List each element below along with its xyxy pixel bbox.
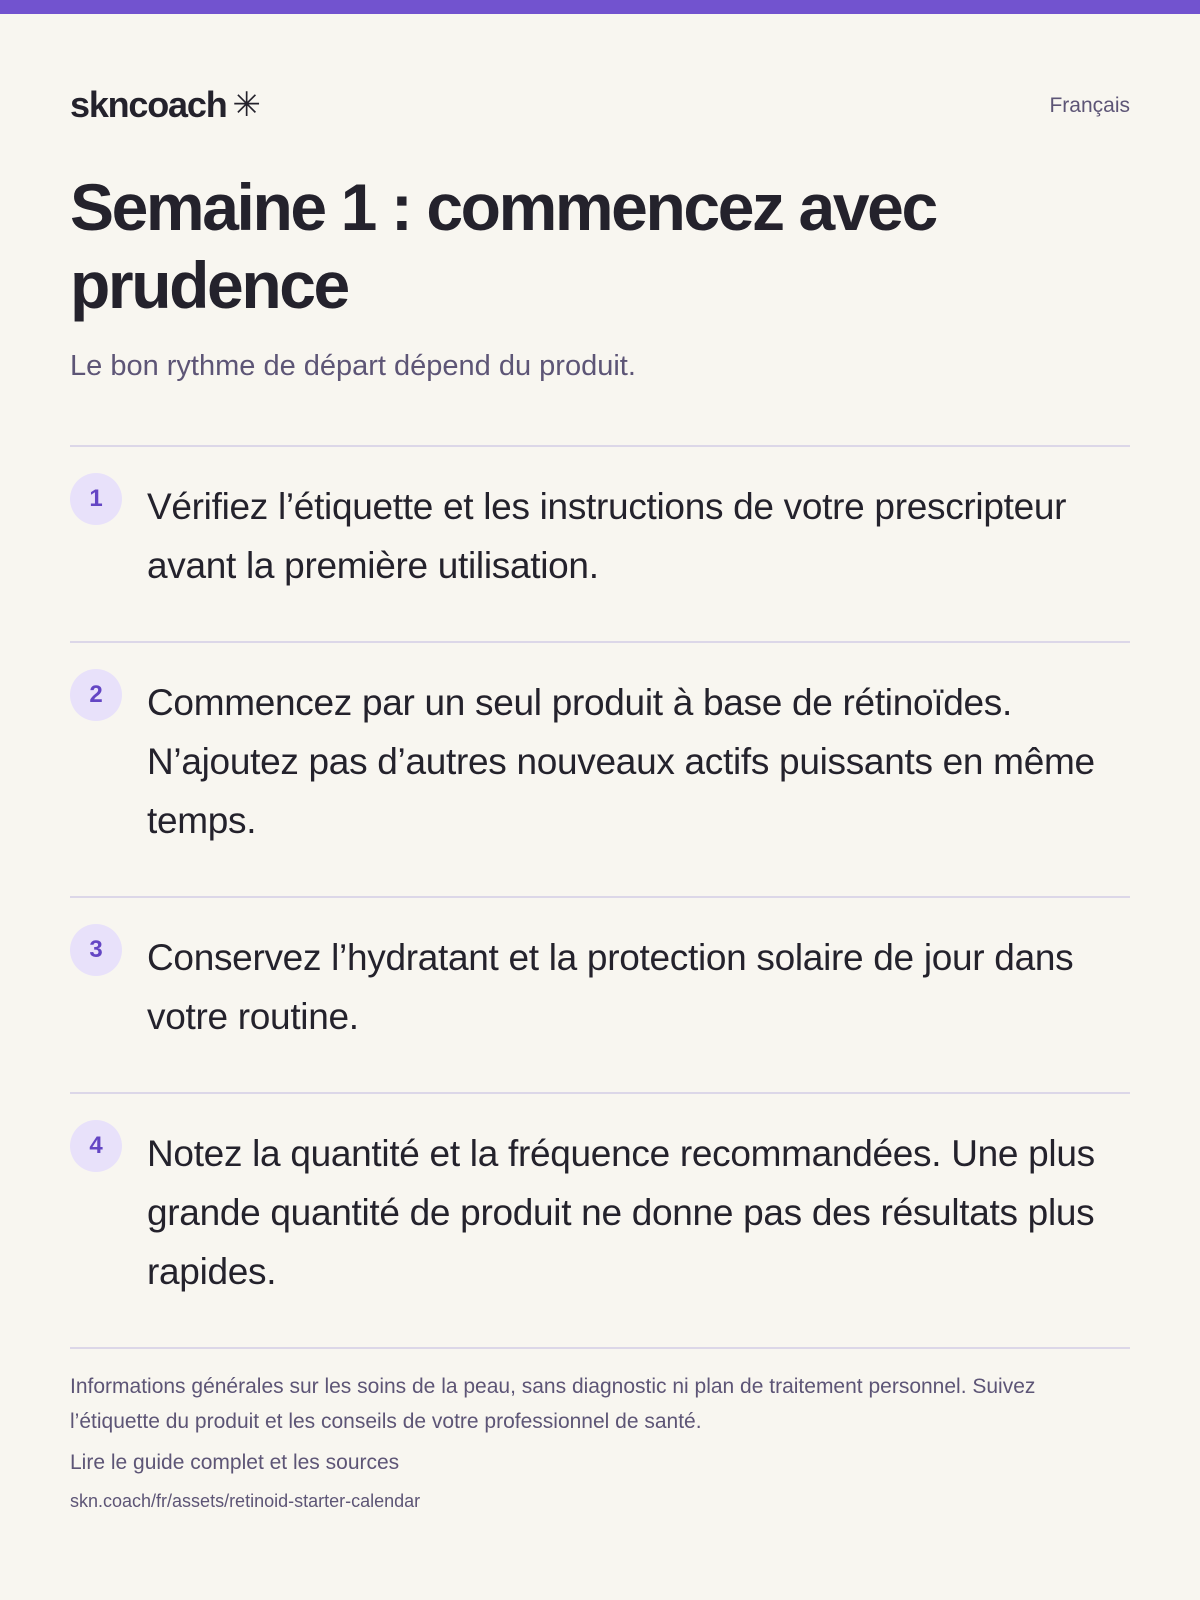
step-item [70, 1092, 1130, 1347]
step-text: Commencez par un seul produit à base de rétinoïdes. N’ajoutez pas d’autres nouveaux actifs puissants en même temps. [147, 682, 1095, 841]
brand-name: skncoach [70, 84, 227, 125]
top-accent-bar [0, 0, 1200, 14]
page-subtitle: Le bon rythme de départ dépend du produit. [70, 350, 636, 382]
step-number-badge: 4 [70, 1120, 122, 1172]
page-title: Semaine 1 : commencez avec prudence [70, 170, 936, 322]
source-url: skn.coach/fr/assets/retinoid-starter-calendar [70, 1491, 421, 1511]
page-footer [70, 1347, 1130, 1512]
full-guide-link[interactable]: Lire le guide complet et les sources [70, 1451, 400, 1474]
language-switcher[interactable]: Français [1049, 94, 1130, 117]
step-item [70, 641, 1130, 896]
step-number-badge: 1 [70, 473, 122, 525]
step-text: Conservez l’hydratant et la protection solaire de jour dans votre routine. [147, 937, 1074, 1037]
step-text: Notez la quantité et la fréquence recommandées. Une plus grande quantité de produit ne donne pas des résultats plus rapides. [147, 1133, 1095, 1292]
step-number-badge: 3 [70, 924, 122, 976]
step-item [70, 445, 1130, 641]
page-header [70, 84, 1130, 134]
disclaimer-text: Informations générales sur les soins de la peau, sans diagnostic ni plan de traitement personnel. Suivez l’étiquette du produit et les conseils de votre professionnel de santé. [70, 1375, 1036, 1433]
step-text: Vérifiez l’étiquette et les instructions de votre prescripteur avant la première utilisation. [147, 486, 1067, 586]
asterisk-icon: ✳ [232, 85, 261, 125]
brand-logo[interactable] [70, 84, 261, 126]
steps-list [70, 445, 1130, 1347]
step-number-badge: 2 [70, 669, 122, 721]
step-item [70, 896, 1130, 1092]
